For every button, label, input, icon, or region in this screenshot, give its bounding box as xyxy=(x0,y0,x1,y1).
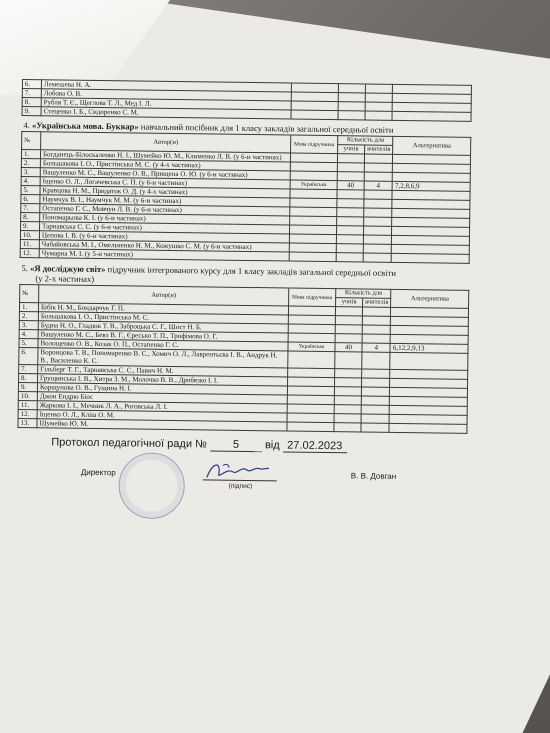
footer xyxy=(16,436,467,509)
cell-author: Гільберг Т. Г., Тарнавська С. С., Павич Н. М. xyxy=(38,365,288,377)
cell-teachers xyxy=(364,199,393,208)
header-alt: Альтернатива xyxy=(393,136,471,155)
section4-title: 4. «Українська мова. Буквар» навчальний посібник для 1 класу закладів загальної середньої освіти xyxy=(23,120,394,135)
cell-students xyxy=(335,316,362,325)
header-students: учнів xyxy=(336,298,363,307)
cell-students xyxy=(335,334,362,343)
cell-teachers xyxy=(361,378,390,387)
cell-author: Будна Н. О., Гладюк Т. В., Заброцька С. Г., Шост Н. Б. xyxy=(38,321,288,333)
cell-no: 2. xyxy=(19,311,38,320)
section5-title: 5. «Я досліджую світ» підручник інтегрованого курсу для 1 класу закладів загальної середньої освіти (у 2-х частинах) xyxy=(21,263,469,289)
cell-no: 3. xyxy=(21,167,40,176)
cell-alt: 7,2,8,6,9 xyxy=(392,181,470,191)
protocol-label: Протокол педагогічної ради № xyxy=(51,436,207,451)
cell-no: 6. xyxy=(19,347,38,364)
cell-teachers: 4 xyxy=(362,343,391,352)
cell-students xyxy=(338,102,365,111)
cell-teachers xyxy=(361,387,390,396)
cell-no: 11. xyxy=(20,239,39,248)
header-alt: Альтернатива xyxy=(391,289,469,308)
cell-author: Чумарна М. І. (у 5-и частинах) xyxy=(39,249,289,261)
cell-alt xyxy=(390,352,468,370)
cell-author: Стеценко І. Б., Сидоренко С. М. xyxy=(41,107,291,119)
cell-teachers xyxy=(365,102,392,111)
cell-no: 5. xyxy=(21,185,40,194)
signature-caption: (підпис) xyxy=(228,482,253,491)
cell-alt: 6,12,2,9,13 xyxy=(390,343,468,353)
cell-alt xyxy=(392,111,471,121)
cell-no: 12. xyxy=(20,248,39,257)
cell-author: Джон Ендрю Біос xyxy=(37,392,287,404)
cell-author: Воронцова Т. В., Пономаренко В. С., Хомич О. Л., Лаврентьєва І. В., Андрук Н. В., Василенко К. С. xyxy=(38,348,288,368)
cell-students xyxy=(334,405,361,414)
cell-teachers: 4 xyxy=(364,181,393,190)
cell-author: Остапенко Г. С., Мовчун Л. В. (у 6-и частинах) xyxy=(40,204,290,216)
cell-teachers xyxy=(362,307,391,316)
cell-author: Іщенко О. Л., Кліш О. М. xyxy=(37,410,287,422)
cell-author: Наумчук В. І., Наумчук М. М. (у 6-и частинах) xyxy=(40,195,290,207)
cell-students xyxy=(338,111,365,120)
cell-lang: Українська xyxy=(290,180,337,190)
cell-no: 9. xyxy=(21,221,40,230)
protocol-number: 5 xyxy=(210,438,262,452)
cell-no: 12. xyxy=(18,409,37,418)
cell-no: 7. xyxy=(19,364,38,373)
cell-author: Іщенко О. Л., Логачевська С. П. (у 6-и частинах) xyxy=(40,177,290,189)
cell-students xyxy=(337,208,364,217)
protocol-line xyxy=(51,436,467,454)
cell-no: 10. xyxy=(18,391,37,400)
cell-no: 11. xyxy=(18,400,37,409)
cell-no: 6. xyxy=(21,194,40,203)
cell-no: 7. xyxy=(21,203,40,212)
cell-students xyxy=(336,226,363,235)
protocol-date: 27.02.2023 xyxy=(283,439,347,453)
cell-teachers xyxy=(363,253,392,262)
document-page xyxy=(16,79,472,509)
cell-students xyxy=(337,154,364,163)
header-lang: Мова підручника xyxy=(289,288,336,307)
cell-teachers xyxy=(362,352,391,369)
cell-no: 8. xyxy=(22,98,41,107)
cell-lang xyxy=(288,351,335,369)
cell-author: Лемешева Н. А. xyxy=(41,80,291,92)
cell-no: 4. xyxy=(19,329,38,338)
cell-teachers xyxy=(362,316,391,325)
cell-students xyxy=(335,369,362,378)
cell-students xyxy=(334,414,361,423)
cell-no: 2. xyxy=(21,158,40,167)
cell-lang xyxy=(287,422,334,432)
director-name: В. В. Довган xyxy=(350,471,397,481)
cell-no: 8. xyxy=(19,373,38,382)
cell-author: Большакова І. О., Пристінська М. С. (у 4-х частинах) xyxy=(40,159,290,171)
header-lang: Мова підручника xyxy=(291,135,338,154)
cell-students xyxy=(335,325,362,334)
cell-author: Рубля Т. Є., Щеглова Т. Л., Мед І. Л. xyxy=(41,98,291,110)
cell-teachers xyxy=(362,325,391,334)
cell-students xyxy=(336,244,363,253)
cell-author: Волощенко О. В., Козак О. П., Остапенко Г. С. xyxy=(38,339,288,351)
cell-no: 8. xyxy=(21,212,40,221)
cell-lang: Українська xyxy=(288,342,335,352)
cell-author: Богданець-Білоскаленко Н. І., Шумейко Ю. М., Клименко Л. В. (у 6-и частинах) xyxy=(40,150,290,162)
cell-students xyxy=(334,396,361,405)
cell-teachers xyxy=(364,154,393,163)
cell-teachers xyxy=(364,172,393,181)
cell-teachers xyxy=(365,93,392,102)
cell-author: Жаркова І. І., Мечник Л. А., Роговська Л. І. xyxy=(37,401,287,413)
cell-author: Цепова І. В. (у 6-и частинах) xyxy=(39,231,289,243)
cell-no: 1. xyxy=(21,150,40,159)
cell-teachers xyxy=(364,163,393,172)
cell-students xyxy=(334,387,361,396)
cell-teachers xyxy=(365,111,392,120)
cell-students xyxy=(337,163,364,172)
cell-lang xyxy=(291,110,338,120)
cell-students xyxy=(335,352,362,369)
header-teachers: вчителів xyxy=(365,145,394,154)
cell-students xyxy=(337,217,364,226)
header-author: Автор(и) xyxy=(41,132,291,153)
cell-author: Кравцова Н. М., Придаток О. Д. (у 4-х частинах) xyxy=(40,186,290,198)
cell-author: Грущинська І. В., Хитра З. М., Молочко В. В., Дробязко І. І. xyxy=(38,374,288,386)
cell-author: Вашуленко М. С., Бевз В. Г., Єресько Т. П., Трофімова О. Г. xyxy=(38,330,288,342)
cell-author: Чабайовська М. І., Омельченко Н. М., Кожушко С. М. (у 6-и частинах) xyxy=(39,240,289,252)
cell-author: Пономарьова К. І. (у 6-и частинах) xyxy=(40,213,290,225)
cell-students xyxy=(335,378,362,387)
director-label: Директор xyxy=(80,467,116,478)
cell-author: Большакова І. О., Пристінська М. С. xyxy=(38,312,288,324)
cell-teachers xyxy=(361,396,390,405)
cell-no: 5. xyxy=(19,338,38,347)
cell-teachers xyxy=(362,369,391,378)
cell-students xyxy=(338,84,365,93)
header-no: № xyxy=(20,284,39,302)
cell-alt xyxy=(389,423,467,433)
header-students: учнів xyxy=(338,145,365,154)
cell-teachers xyxy=(365,84,392,93)
cell-students xyxy=(338,93,365,102)
cell-students xyxy=(335,307,362,316)
cell-students xyxy=(337,190,364,199)
cell-teachers xyxy=(363,226,392,235)
cell-teachers xyxy=(364,190,393,199)
cell-no: 10. xyxy=(20,230,39,239)
cell-students xyxy=(337,172,364,181)
cell-author: Корщунова О. В., Гущина Н. І. xyxy=(37,383,287,395)
top-table xyxy=(22,79,472,122)
cell-no: 4. xyxy=(21,176,40,185)
cell-students: 40 xyxy=(335,343,362,352)
section5-table xyxy=(17,284,469,434)
cell-author: Вашуленко М. С., Вашуленко О. В., Прищепа О. Ю. (у 6-и частинах) xyxy=(40,168,290,180)
header-teachers: вчителів xyxy=(363,298,392,307)
cell-teachers xyxy=(361,414,390,423)
cell-no: 13. xyxy=(18,418,37,427)
cell-alt xyxy=(392,253,470,263)
cell-teachers xyxy=(363,235,392,244)
cell-author: Шумейко Ю. М. xyxy=(37,419,287,431)
cell-author: Лобова О. В. xyxy=(41,89,291,101)
cell-teachers xyxy=(363,244,392,253)
cell-teachers xyxy=(364,217,393,226)
cell-no: 3. xyxy=(19,320,38,329)
header-author: Автор(и) xyxy=(39,285,289,306)
cell-no: 9. xyxy=(22,107,41,116)
cell-teachers xyxy=(364,208,393,217)
header-no: № xyxy=(22,132,41,150)
header-qty: Кількість для xyxy=(336,289,392,299)
cell-author: Бібік Н. М., Бондарчук Г. П. xyxy=(38,303,288,315)
director-block xyxy=(16,463,466,509)
date-label: від xyxy=(264,439,280,452)
cell-no: 9. xyxy=(18,382,37,391)
cell-teachers xyxy=(361,423,390,432)
cell-no: 6. xyxy=(22,80,41,89)
cell-students xyxy=(336,253,363,262)
cell-teachers xyxy=(361,405,390,414)
cell-teachers xyxy=(362,334,391,343)
cell-students xyxy=(334,423,361,432)
cell-no: 1. xyxy=(19,302,38,311)
cell-author: Тарнавська С. С. (у 6-и частинах) xyxy=(40,222,290,234)
cell-students xyxy=(336,235,363,244)
section5-subtitle: (у 2-х частинах) xyxy=(35,273,95,284)
cell-no: 7. xyxy=(22,89,41,98)
cell-lang xyxy=(289,252,336,262)
cell-students: 40 xyxy=(337,181,364,190)
cell-students xyxy=(337,199,364,208)
header-qty: Кількість для xyxy=(338,136,394,146)
section4-table xyxy=(20,131,472,264)
